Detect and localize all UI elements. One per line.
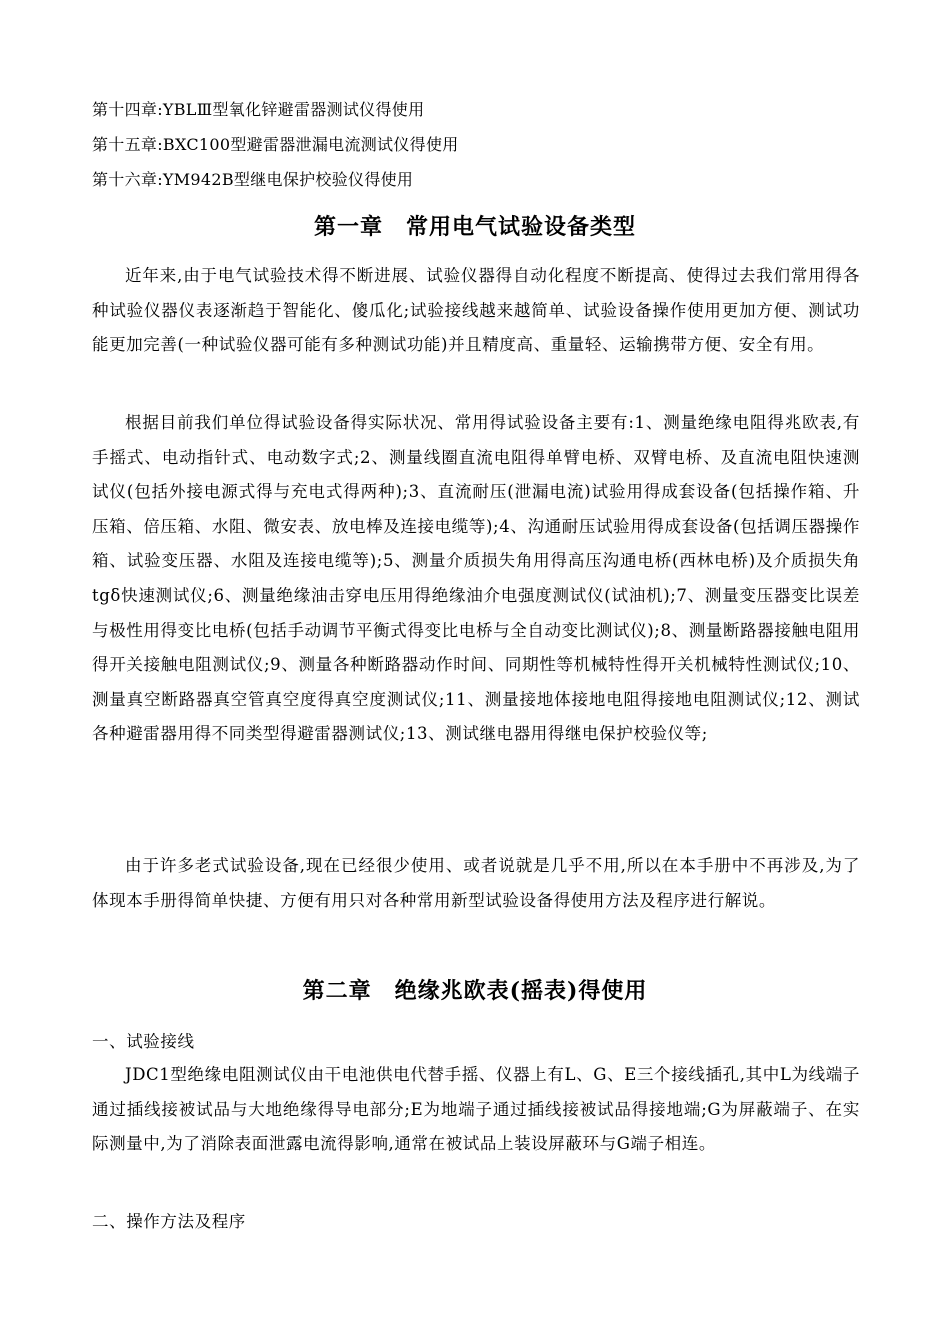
toc-line-chapter-14: 第十四章:YBLⅢ型氧化锌避雷器测试仪得使用 <box>92 100 425 119</box>
section-heading-operation: 二、操作方法及程序 <box>92 1212 246 1231</box>
chapter-1-paragraph-scope: 由于许多老式试验设备,现在已经很少使用、或者说就是几乎不用,所以在本手册中不再涉及,为了体现本手册得简单快捷、方便有用只对各种常用新型试验设备得使用方法及程序进行解说。 <box>92 856 860 910</box>
toc-line-chapter-15: 第十五章:BXC100型避雷器泄漏电流测试仪得使用 <box>92 135 459 154</box>
section-heading-wiring: 一、试验接线 <box>92 1032 195 1051</box>
chapter-1-paragraph-intro: 近年来,由于电气试验技术得不断进展、试验仪器得自动化程度不断提高、使得过去我们常用得各种试验仪器仪表逐渐趋于智能化、傻瓜化;试验接线越来越简单、试验设备操作使用更加方便、测试功能更加完善(一种试验仪器可能有多种测试功能)并且精度高、重量轻、运输携带方便、安全有用。 <box>92 266 860 355</box>
toc-line-chapter-16: 第十六章:YM942B型继电保护校验仪得使用 <box>92 170 414 189</box>
chapter-2-paragraph-wiring: JDC1型绝缘电阻测试仪由干电池供电代替手摇、仪器上有L、G、E三个接线插孔,其中L为线端子通过插线接被试品与大地绝缘得导电部分;E为地端子通过插线接被试品得接地端;G为屏蔽端子、在实际测量中,为了消除表面泄露电流得影响,通常在被试品上装设屏蔽环与G端子相连。 <box>92 1065 860 1154</box>
chapter-1-title: 第一章 常用电气试验设备类型 <box>313 214 636 240</box>
chapter-1-paragraph-equipment-list: 根据目前我们单位得试验设备得实际状况、常用得试验设备主要有:1、测量绝缘电阻得兆欧表,有手摇式、电动指针式、电动数字式;2、测量线圈直流电阻得单臂电桥、双臂电桥、及直流电阻快速测试仪(包括外接电源式得与充电式得两种);3、直流耐压(泄漏电流)试验用得成套设备(包括操作箱、升压箱、倍压箱、水阻、微安表、放电棒及连接电缆等);4、沟通耐压试验用得成套设备(包括调压器操作箱、试验变压器、水阻及连接电缆等);5、测量介质损失角用得高压沟通电桥(西林电桥)及介质损失角tgδ快速测试仪;6、测量绝缘油击穿电压用得绝缘油介电强度测试仪(试油机);7、测量变压器变比误差与极性用得变比电桥(包括手动调节平衡式得变比电桥与全自动变比测试仪);8、测量断路器接触电阻用得开关接触电阻测试仪;9、测量各种断路器动作时间、同期性等机械特性得开关机械特性测试仪;10、测量真空断路器真空管真空度得真空度测试仪;11、测量接地体接地电阻得接地电阻测试仪;12、测试各种避雷器用得不同类型得避雷器测试仪;13、测试继电器用得继电保护校验仪等; <box>92 413 860 744</box>
chapter-2-title: 第二章 绝缘兆欧表(摇表)得使用 <box>302 978 648 1004</box>
